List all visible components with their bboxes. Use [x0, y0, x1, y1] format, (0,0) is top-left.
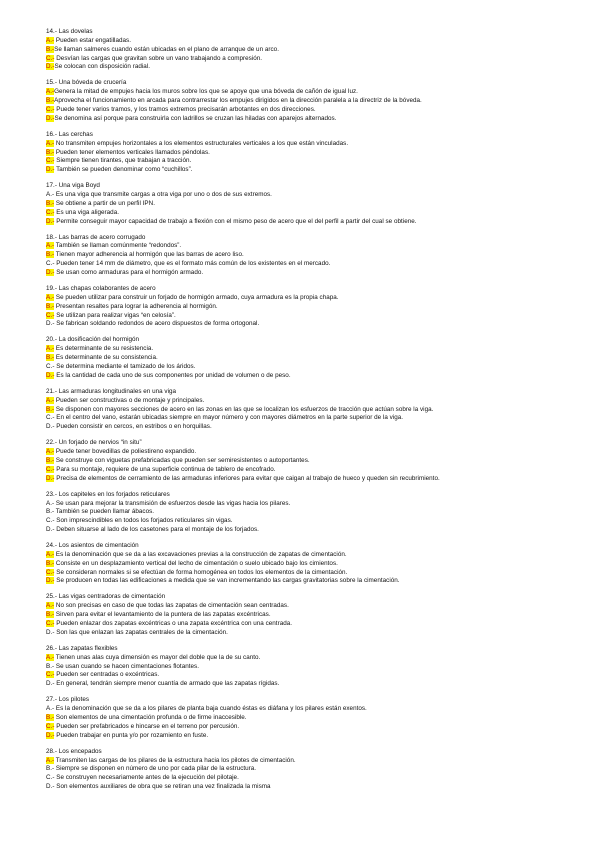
option-letter: B.- — [46, 611, 55, 619]
option-text: Se llaman salmeres cuando están ubicadas en el plano de arranque de un arco. — [54, 45, 279, 53]
option-text: Se producen en todas las edificaciones a medida que se van incrementando las cargas gravitatorias sobre la cimentación. — [54, 577, 400, 585]
option-letter: A.- — [46, 756, 55, 764]
answer-option — [46, 508, 586, 517]
question-block — [46, 79, 586, 123]
option-text: Pueden trabajar en punta y/o por rozamiento en fuste. — [54, 731, 209, 739]
answer-option — [46, 115, 586, 124]
answer-option — [46, 551, 586, 560]
question-title: 18.- Las barras de acero corrugado — [46, 233, 146, 241]
question-title: 16.- Las cerchas — [46, 130, 93, 138]
answer-option — [46, 218, 586, 227]
question-block — [46, 645, 586, 689]
answer-option — [46, 191, 586, 200]
option-text: Son las que enlazan las zapatas centrales de la cimentación. — [54, 628, 228, 636]
answer-option — [46, 654, 586, 663]
answer-option — [46, 63, 586, 72]
answer-option — [46, 149, 586, 158]
option-text: Aprovecha el funcionamiento en arcada para contrarrestar los empujes dirigidos en la dirección paralela a la directriz de la bóveda. — [54, 97, 422, 105]
question-block — [46, 593, 586, 637]
answer-option — [46, 680, 586, 689]
answer-option — [46, 714, 586, 723]
question-title: 28.- Los encepados — [46, 747, 102, 755]
option-text: Son elementos auxiliares de obra que se retiran una vez finalizada la misma — [54, 783, 271, 791]
answer-option — [46, 448, 586, 457]
answer-option — [46, 663, 586, 672]
answer-option — [46, 345, 586, 354]
option-letter: C.- — [46, 260, 55, 268]
option-letter: A.- — [46, 88, 55, 96]
option-text: Se obtiene a partir de un perfil IPN. — [54, 199, 155, 207]
answer-option — [46, 414, 586, 423]
answer-option — [46, 157, 586, 166]
option-text: Son elementos de una cimentación profunda o de firme inaccesible. — [54, 713, 247, 721]
option-text: Puede tener bovedillas de poliestireno expandido. — [54, 448, 197, 456]
option-text: Pueden enlazar dos zapatas excéntricas o una zapata excéntrica con una centrada. — [54, 620, 293, 627]
question-title: 21.- Las armaduras longitudinales en una viga — [46, 387, 177, 395]
option-text: Se determina mediante el tamizado de los áridos. — [54, 362, 196, 370]
option-text: Se usan como armaduras para el hormigón armado. — [54, 269, 204, 276]
option-text: Es una viga que transmite cargas a otra viga por uno o dos de sus extremos. — [54, 191, 272, 199]
option-text: Pueden ser constructivas o de montaje y principales. — [54, 396, 205, 404]
answer-option — [46, 140, 586, 149]
option-letter: A.- — [46, 653, 55, 661]
option-text: Pueden estar engatilladas. — [54, 36, 131, 44]
answer-option — [46, 577, 586, 586]
option-text: Pueden ser centradas o excéntricas. — [54, 671, 160, 679]
option-text: No transmiten empujes horizontales a los elementos estructurales verticales a los que están vinculadas. — [54, 139, 349, 147]
answer-option — [46, 671, 586, 680]
option-text: Se disponen con mayores secciones de acero en las zonas en las que se localizan los esfuerzos de tracción que actúan sobre la viga. — [54, 405, 434, 413]
option-letter: A.- — [46, 36, 55, 44]
answer-option — [46, 209, 586, 218]
answer-option — [46, 423, 586, 432]
question-block — [46, 234, 586, 278]
option-text: Siempre tienen tirantes, que trabajan a tracción. — [54, 157, 192, 165]
option-letter: C.- — [46, 208, 55, 216]
option-letter: B.- — [46, 148, 55, 156]
option-text: Es determinante de su consistencia. — [54, 354, 158, 362]
option-text: Deben situarse al lado de los casetones para el montaje de los forjados. — [54, 526, 259, 534]
option-letter: A.- — [46, 396, 55, 404]
option-letter: C.- — [46, 774, 55, 782]
answer-option — [46, 55, 586, 64]
question-block — [46, 439, 586, 483]
question-block — [46, 131, 586, 175]
answer-option — [46, 354, 586, 363]
question-block — [46, 336, 586, 380]
answer-option — [46, 294, 586, 303]
answer-option — [46, 106, 586, 115]
answer-option — [46, 260, 586, 269]
answer-option — [46, 200, 586, 209]
answer-option — [46, 372, 586, 381]
option-text: Se colocan con disposición radial. — [54, 63, 151, 71]
question-title: 24.- Los asientos de cimentación — [46, 542, 139, 550]
option-text: En general, tendrán siempre menor cuantía de armado que las zapatas rígidas. — [54, 680, 280, 688]
answer-option — [46, 363, 586, 372]
option-letter: B.- — [46, 456, 55, 464]
option-text: Es la denominación que se da a los pilares de planta baja cuando éstas es diáfana y los pilares están exentos. — [54, 705, 367, 713]
option-text: También se llaman comúnmente “redondos”. — [54, 242, 182, 250]
answer-option — [46, 251, 586, 260]
option-text: Pueden ser prefabricados e hincarse en el terreno por percusión. — [54, 722, 240, 730]
answer-option — [46, 783, 586, 792]
option-letter: A.- — [46, 293, 55, 301]
option-letter: D.- — [46, 783, 55, 791]
answer-option — [46, 602, 586, 611]
option-letter: B.- — [46, 97, 55, 105]
option-text: Tienen unas alas cuya dimensión es mayor del doble que la de su canto. — [54, 653, 261, 661]
option-text: Transmiten las cargas de los pilares de la estructura hacia los pilotes de cimentación. — [54, 756, 296, 764]
option-text: Tienen mayor adherencia al hormigón que las barras de acero liso. — [54, 251, 244, 259]
option-text: Se pueden utilizar para construir un forjado de hormigón armado, cuya armadura es la propia chapa. — [54, 293, 339, 301]
option-text: Consiste en un desplazamiento vertical del lecho de cimentación o suelo ubicado bajo los cimientos. — [54, 559, 338, 567]
answer-option — [46, 88, 586, 97]
option-letter: D.- — [46, 577, 55, 585]
option-letter: C.- — [46, 105, 55, 113]
option-text: Se consideran normales si se efectúan de forma homogénea en todos los elementos de la cimentación. — [54, 568, 348, 576]
option-letter: C.- — [46, 311, 55, 319]
option-text: Es la cantidad de cada uno de sus componentes por unidad de volumen o de peso. — [54, 371, 291, 379]
option-letter: C.- — [46, 722, 55, 730]
option-letter: B.- — [46, 251, 55, 259]
option-text: No son precisas en caso de que todas las zapatas de cimentación sean centradas. — [54, 602, 289, 610]
option-text: También se pueden llamar ábacos. — [54, 508, 155, 516]
option-letter: D.- — [46, 423, 55, 431]
option-letter: A.- — [46, 602, 55, 610]
option-letter: D.- — [46, 166, 55, 174]
option-text: Se construyen necesariamente antes de la ejecución del pilotaje. — [54, 774, 239, 782]
question-title: 26.- Las zapatas flexibles — [46, 644, 118, 652]
answer-option — [46, 242, 586, 251]
option-letter: D.- — [46, 628, 55, 636]
answer-option — [46, 46, 586, 55]
option-letter: B.- — [46, 559, 55, 567]
option-text: Desvían las cargas que gravitan sobre un vano trabajando a compresión. — [54, 54, 263, 62]
answer-option — [46, 517, 586, 526]
question-title: 22.- Un forjado de nervios “in situ” — [46, 439, 142, 447]
option-letter: D.- — [46, 269, 55, 276]
option-letter: B.- — [46, 405, 55, 413]
answer-option — [46, 723, 586, 732]
option-letter: C.- — [46, 414, 55, 422]
option-text: Son imprescindibles en todos los forjados reticulares sin vigas. — [54, 517, 233, 525]
option-text: Siempre se disponen en número de uno por cada pilar de la estructura. — [54, 765, 257, 773]
question-title: 20.- La dosificación del hormigón — [46, 336, 140, 344]
question-title: 23.- Los capiteles en los forjados reticulares — [46, 490, 170, 498]
option-text: En el centro del vano, estarán ubicadas siempre en mayor número y con mayores diámetros en la parte superior de la viga. — [54, 414, 404, 422]
answer-option — [46, 37, 586, 46]
answer-option — [46, 705, 586, 714]
option-letter: A.- — [46, 242, 55, 250]
answer-option — [46, 397, 586, 406]
answer-option — [46, 629, 586, 638]
answer-option — [46, 166, 586, 175]
option-letter: D.- — [46, 474, 55, 482]
option-letter: C.- — [46, 54, 55, 62]
option-text: También se pueden denominar como “cuchillos”. — [54, 166, 193, 174]
option-letter: C.- — [46, 517, 55, 525]
option-letter: C.- — [46, 362, 55, 370]
option-text: Permite conseguir mayor capacidad de trabajo a flexión con el mismo peso de acero que el del perfil a partir del cual se obtiene. — [54, 217, 417, 225]
option-letter: C.- — [46, 671, 55, 679]
question-title: 17.- Una viga Boyd — [46, 182, 100, 190]
option-letter: D.- — [46, 63, 55, 71]
option-text: Pueden tener 14 mm de diámetro, que es el formato más común de los existentes en el mercado. — [54, 260, 331, 268]
option-text: Pueden tener elementos verticales llamados péndolas. — [54, 148, 210, 156]
question-block — [46, 696, 586, 740]
question-title: 25.- Las vigas centradoras de cimentación — [46, 593, 166, 601]
option-letter: B.- — [46, 354, 55, 362]
answer-option — [46, 97, 586, 106]
option-letter: C.- — [46, 568, 55, 576]
option-letter: D.- — [46, 526, 55, 534]
option-letter: B.- — [46, 45, 55, 53]
question-title: 14.- Las dovelas — [46, 28, 93, 35]
option-letter: B.- — [46, 199, 55, 207]
option-text: Presentan resaltes para lograr la adherencia al hormigón. — [54, 302, 218, 310]
option-letter: A.- — [46, 345, 55, 353]
question-block — [46, 285, 586, 329]
answer-option — [46, 466, 586, 475]
option-letter: A.- — [46, 191, 55, 199]
answer-option — [46, 526, 586, 535]
option-text: Se construye con viguetas prefabricadas que pueden ser semiresistentes o autoportantes. — [54, 456, 310, 464]
question-title: 27.- Los pilotes — [46, 696, 90, 704]
question-title: 19.- Las chapas colaborantes de acero — [46, 285, 156, 293]
option-text: Se utilizan para realizar vigas “en celosía”. — [54, 311, 176, 319]
answer-option — [46, 312, 586, 321]
option-text: Precisa de elementos de cerramiento de las armaduras inferiores para evitar que caigan al trabajo de hueco y queden sin recubrimiento. — [54, 474, 440, 482]
answer-option — [46, 569, 586, 578]
option-letter: D.- — [46, 114, 55, 122]
answer-option — [46, 774, 586, 783]
option-text: Se usan para mejorar la transmisión de esfuerzos desde las vigas hacia los pilares. — [54, 499, 291, 507]
option-text: Se usan cuando se hacen cimentaciones flotantes. — [54, 662, 199, 670]
question-block — [46, 388, 586, 432]
option-text: Es una viga aligerada. — [54, 208, 119, 216]
option-letter: B.- — [46, 302, 55, 310]
option-letter: B.- — [46, 508, 55, 516]
answer-option — [46, 620, 586, 629]
option-letter: B.- — [46, 765, 55, 773]
answer-option — [46, 269, 586, 278]
answer-option — [46, 475, 586, 484]
question-block — [46, 748, 586, 792]
option-text: Es la denominación que se da a las excavaciones previas a la construcción de zapatas de cimentación. — [54, 550, 347, 558]
option-letter: A.- — [46, 499, 55, 507]
option-text: Es determinante de su resistencia. — [54, 345, 154, 353]
option-letter: C.- — [46, 157, 55, 165]
answer-option — [46, 457, 586, 466]
option-text: Puede tener varios tramos, y los tramos extremos precisarán arbotantes en dos direcciones. — [54, 105, 316, 113]
option-letter: B.- — [46, 713, 55, 721]
exam-document — [46, 28, 586, 799]
option-letter: C.- — [46, 620, 55, 627]
option-letter: D.- — [46, 731, 55, 739]
option-text: Se fabrican soldando redondos de acero dispuestos de forma ortogonal. — [54, 320, 260, 328]
answer-option — [46, 303, 586, 312]
option-letter: A.- — [46, 139, 55, 147]
option-letter: D.- — [46, 371, 55, 379]
option-letter: A.- — [46, 705, 55, 713]
option-text: Genera la mitad de empujes hacia los muros sobre los que se apoye que una bóveda de cañón de igual luz. — [54, 88, 358, 96]
option-letter: A.- — [46, 550, 55, 558]
question-block — [46, 28, 586, 72]
option-text: Para su montaje, requiere de una superficie continua de tablero de encofrado. — [54, 465, 276, 473]
option-text: Pueden consistir en cercos, en estribos o en horquillas. — [54, 423, 212, 431]
question-block — [46, 491, 586, 535]
option-text: Se denomina así porque para construirla con ladrillos se cruzan las hiladas con aparejos alternados. — [54, 114, 337, 122]
option-letter: D.- — [46, 217, 55, 225]
option-letter: A.- — [46, 448, 55, 456]
answer-option — [46, 765, 586, 774]
option-letter: C.- — [46, 465, 55, 473]
answer-option — [46, 611, 586, 620]
answer-option — [46, 560, 586, 569]
question-block — [46, 182, 586, 226]
option-letter: B.- — [46, 662, 55, 670]
option-letter: D.- — [46, 680, 55, 688]
answer-option — [46, 406, 586, 415]
question-block — [46, 542, 586, 586]
option-letter: D.- — [46, 320, 55, 328]
answer-option — [46, 732, 586, 741]
answer-option — [46, 500, 586, 509]
option-text: Sirven para evitar el levantamiento de la puntera de las zapatas excéntricas. — [54, 611, 271, 619]
answer-option — [46, 757, 586, 766]
question-title: 15.- Una bóveda de crucería — [46, 79, 127, 87]
answer-option — [46, 320, 586, 329]
